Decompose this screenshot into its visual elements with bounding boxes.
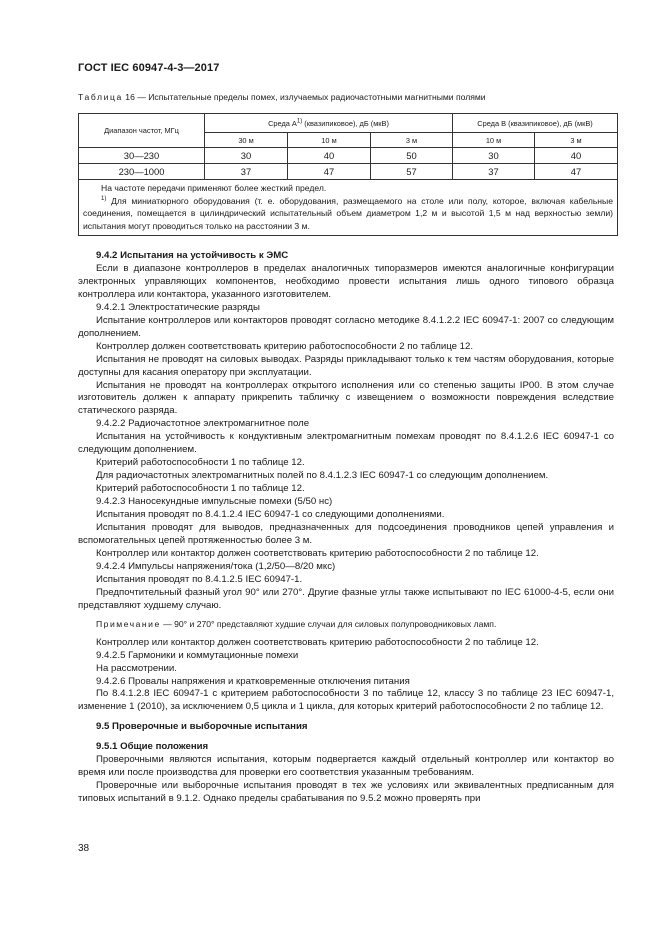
header-environment-a <box>205 114 453 133</box>
table-note-1: На частоте передачи применяют более жесткий предел. <box>101 183 327 193</box>
table-notes-row <box>79 180 618 236</box>
subheader-cell: 3 м <box>535 133 618 148</box>
paragraph: Испытания не проводят на контроллерах открытого исполнения или со степенью защиты IP00. В этом случае изготовитель должен к аппарату прикрепить табличку с извещением о возможности повреждения вследствие статического разряда. <box>78 379 614 417</box>
subsection-heading: 9.4.2.4 Импульсы напряжения/тока (1,2/50—8/20 мкс) <box>96 560 336 572</box>
table-cell: 40 <box>535 148 618 164</box>
paragraph: Испытания на устойчивость к кондуктивным электромагнитным помехам проводят по 8.4.1.2.6 IEC 60947-1 со следующим дополнением. <box>78 431 614 456</box>
subsection-heading: 9.4.2.5 Гармоники и коммутационные помехи <box>96 649 299 661</box>
subsection-heading: 9.4.2.1 Электростатические разряды <box>96 301 260 313</box>
section-heading: 9.5.1 Общие положения <box>96 741 209 753</box>
section-heading: 9.5 Проверочные и выборочные испытания <box>96 721 308 733</box>
paragraph: Проверочные или выборочные испытания проводят в тех же условиях или эквивалентных предписанным для типовых испытаний в 9.1.2. Однако пределы срабатывания по 9.5.2 можно проверять при <box>78 780 614 805</box>
header-environment-b: Среда В (квазипиковое), дБ (мкВ) <box>453 114 618 133</box>
subsection-heading: 9.4.2.3 Наносекундные импульсные помехи (5/50 нс) <box>96 496 333 508</box>
paragraph: Испытание контроллеров или контакторов проводят согласно методике 8.4.1.2.2 IEC 60947-1: 2007 со следующим дополнением. <box>78 314 614 339</box>
table-cell: 47 <box>535 164 618 180</box>
paragraph: На рассмотрении. <box>96 662 177 674</box>
paragraph: Если в диапазоне контроллеров в пределах аналогичных типоразмеров имеются аналогичные конфигурации электронных управляющих компонентов, необходимо провести испытания лишь одного типового образца контроллера или контактора, указанного изготовителем. <box>78 262 614 300</box>
table-cell: 30 <box>205 148 288 164</box>
paragraph: Испытания проводят по 8.4.1.2.5 IEC 60947-1. <box>96 573 303 585</box>
env-a-label: Среда А <box>268 118 297 128</box>
table-cell: 37 <box>453 164 535 180</box>
paragraph: Испытания не проводят на силовых выводах. Разряды прикладывают только к тем частям оборудования, которые доступны для касания оператору при эксплуатации. <box>78 353 614 378</box>
table-caption-text: 16 — Испытательные пределы помех, излучаемых радиочастотными магнитными полями <box>122 92 486 102</box>
emission-limits-table <box>78 113 618 236</box>
paragraph: Критерий работоспособности 1 по таблице 12. <box>96 483 305 495</box>
document-body <box>78 250 614 806</box>
table-header-row <box>79 114 618 133</box>
subsection-heading: 9.4.2.6 Провалы напряжения и кратковременные отключения питания <box>96 675 410 687</box>
subheader-cell: 10 м <box>453 133 535 148</box>
paragraph: Критерий работоспособности 1 по таблице 12. <box>96 457 305 469</box>
paragraph: Проверочными являются испытания, которым подвергается каждый отдельный контроллер или контактор во время или после производства для проверки его соответствия указанным требованиям. <box>78 754 614 779</box>
header-frequency-range: Диапазон частот, МГц <box>79 114 205 148</box>
standard-header: ГОСТ IEC 60947-4-3—2017 <box>78 62 220 74</box>
page-number: 38 <box>78 843 90 854</box>
table-row <box>79 148 618 164</box>
paragraph: Контроллер или контактор должен соответствовать критерию работоспособности 2 по таблице 12. <box>96 547 539 559</box>
subheader-cell: 3 м <box>371 133 453 148</box>
table-caption-word: Таблица <box>78 92 123 102</box>
table-cell: 57 <box>371 164 453 180</box>
subheader-cell: 30 м <box>205 133 288 148</box>
paragraph: Испытания проводят по 8.4.1.2.4 IEC 60947-1 со следующими дополнениями. <box>96 509 445 521</box>
paragraph: Испытания проводят для выводов, предназначенных для подсоединения проводников цепей управления и вспомогательных цепей протяженностью более 3 м. <box>78 522 614 546</box>
env-a-footnote-mark: 1) <box>296 118 303 125</box>
section-heading: 9.4.2 Испытания на устойчивость к ЭМС <box>96 250 289 261</box>
note-2-footnote-mark: 1) <box>101 195 107 202</box>
subsection-heading: 9.4.2.2 Радиочастотное электромагнитное поле <box>96 418 310 430</box>
table-notes <box>79 180 618 236</box>
table-caption <box>78 92 486 102</box>
table-cell: 30 <box>453 148 535 164</box>
table-cell: 47 <box>288 164 371 180</box>
table-row <box>79 164 618 180</box>
note-text: — 90° и 270° представляют худшие случаи для силовых полупроводниковых ламп. <box>160 618 497 629</box>
note <box>78 618 614 631</box>
row-range: 230—1000 <box>79 164 205 180</box>
env-a-suffix: (квазипиковое), дБ (мкВ) <box>302 118 389 128</box>
note-word: Примечание <box>96 618 161 629</box>
paragraph: Контроллер или контактор должен соответствовать критерию работоспособности 2 по таблице 12. <box>96 636 539 648</box>
subheader-cell: 10 м <box>288 133 371 148</box>
table-cell: 40 <box>288 148 371 164</box>
note-2-text: Для миниатюрного оборудования (т. е. оборудования, размещаемого на столе или полу, которое, включая кабельные соединения, помещается в цилиндрический испытательный объем диаметром 1,2 м и высотой 1,5 м над верхностью земли) испытания могут проводиться только на расстоянии 3 м. <box>83 195 614 231</box>
paragraph: Для радиочастотных электромагнитных полей по 8.4.1.2.3 IEC 60947-1 со следующим дополнением. <box>96 470 549 482</box>
table-cell: 37 <box>205 164 288 180</box>
table-cell: 50 <box>371 148 453 164</box>
paragraph: По 8.4.1.2.8 IEC 60947-1 с критерием работоспособности 3 по таблице 12, классу 3 по таблице 23 IEC 60947-1, изменение 1 (2010), за исключением 0,5 цикла и 1 цикла, для которых критерий работоспособности 2 по таблице 12. <box>78 688 614 713</box>
paragraph: Контроллер должен соответствовать критерию работоспособности 2 по таблице 12. <box>96 340 474 352</box>
row-range: 30—230 <box>79 148 205 164</box>
paragraph: Предпочтительный фазный угол 90° или 270°. Другие фазные углы также испытывают по IEC 61000-4-5, если они представляют худшему случаю. <box>78 586 614 611</box>
table-note-2 <box>83 195 613 233</box>
